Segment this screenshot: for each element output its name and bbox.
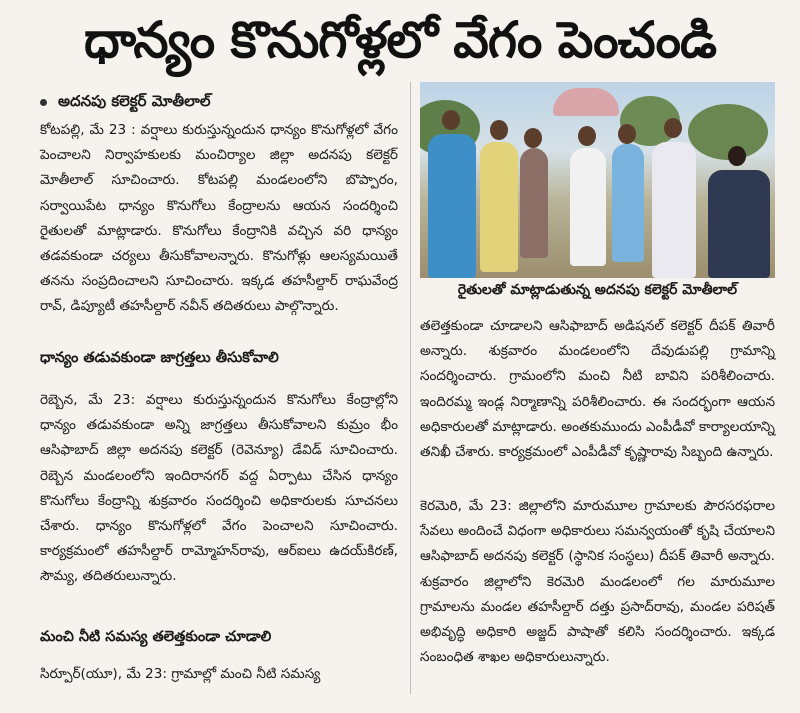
- news-photo: [420, 82, 775, 278]
- subhead-3: మంచి నీటి సమస్య తలెత్తకుండా చూడాలి: [40, 629, 272, 645]
- story-4: [420, 494, 775, 670]
- story-4-text: కెరమెరి, మే 23: జిల్లాలోని మారుమూల గ్రామాలకు పౌరసరఫరాల సేవలు అందించే విధంగా అధికారులు సమన్వయంతో కృషి చేయాలని ఆసిఫాబాద్ అదనపు కలెక్టర్ (స్థానిక సంస్థలు) దీపక్ తివారీ అన్నారు. శుక్రవారం జిల్లాలోని కెరమెరి మండలంలో గల మారుమూల గ్రామాలను మండల తహసీల్దార్ దత్తు ప్రసాద్‌రావు, మండల పరిషత్ అభివృద్ధి అధికారి అజ్జద్ పాషాతో కలిసి సందర్శించారు. ఇక్కడ సంబంధిత శాఖల అధికారులున్నారు.: [420, 498, 775, 666]
- story-3-start: [40, 662, 398, 687]
- subhead-2: ధాన్యం తడువకుండా జాగ్రత్తలు తీసుకోవాలి: [40, 350, 279, 366]
- story-2-text: రెబ్బెన, మే 23: వర్షాలు కురుస్తున్నందున కొనుగోలు కేంద్రాల్లోని ధాన్యం తడువకుండా అన్ని జాగ్రత్తలు తీసుకోవాలని కుమ్రం భీం ఆసిఫాబాద్ జిల్లా అదనపు కలెక్టర్ (రెవెన్యూ) డేవిడ్ సూచించారు. రెబ్బెన మండలంలోని ఇందిరానగర్ వద్ద ఏర్పాటు చేసిన ధాన్యం కొనుగోలు కేంద్రాన్ని శుక్రవారం సందర్శించి అధికారులకు సూచనలు చేశారు. ధాన్యం కొనుగోళ్లలో వేగం పెంచాలని సూచించారు. కార్యక్రమంలో తహసీల్దార్ రామ్మోహన్‌రావు, ఆర్‌ఐలు ఉదయ్‌కిరణ్, సౌమ్య, తదితరులున్నారు.: [40, 392, 398, 585]
- photo-caption: రైతులతో మాట్లాడుతున్న అదనపు కలెక్టర్ మోతీలాల్: [457, 282, 738, 298]
- column-divider: [410, 82, 411, 694]
- byline-text: అదనపు కలెక్టర్ మోతీలాల్: [58, 92, 211, 110]
- byline: [40, 92, 210, 114]
- story-1-text: కోటపల్లి, మే 23 : వర్షాలు కురుస్తున్నందున ధాన్యం కొనుగోళ్లలో వేగం పెంచాలని నిర్వాహకులకు మంచిర్యాల జిల్లా అదనపు కలెక్టర్ మోతీలాల్ సూచించారు. కోటపల్లి మండలంలోని బొప్పారం, సర్వాయిపేట ధాన్యం కొనుగోలు కేంద్రాలను ఆయన సందర్శించి రైతులతో మాట్లాడారు. కొనుగోలు కేంద్రానికి వచ్చిన వరి ధాన్యం తడవకుండా చర్యలు తీసుకోవాలన్నారు. కొనుగోళ్లు ఆలస్యమయితే తనను సంప్రదించాలని సూచించారు. ఇక్కడ తహసీల్దార్ రాఘవేంద్ర రావ్, డిప్యూటీ తహసీల్దార్ నవీన్ తదితరులు పాల్గొన్నారు.: [40, 122, 398, 315]
- headline: ధాన్యం కొనుగోళ్లలో వేగం పెంచండి: [83, 11, 717, 69]
- story-2: [40, 388, 398, 590]
- story-3-continued-text: తలెత్తకుండా చూడాలని ఆసిఫాబాద్ అడిషనల్ కలెక్టర్ దీపక్ తివారీ అన్నారు. శుక్రవారం మండలంలోని దేవుడుపల్లి గ్రామాన్ని సందర్శించారు. గ్రామంలోని మంచి నీటి బావిని పరిశీలించారు. ఇందిరమ్మ ఇండ్ల నిర్మాణాన్ని పరిశీలించారు. ఈ సందర్భంగా ఆయన అధికారులతో మాట్లాడారు. అంతకుముందు ఎంపీడీవో కార్యాలయాన్ని తనిఖీ చేశారు. కార్యక్రమంలో ఎంపీడీవో కృష్ణారావు సిబ్బంది ఉన్నారు.: [420, 318, 775, 461]
- story-3-continued: [420, 314, 775, 465]
- story-1: [40, 118, 398, 320]
- umbrella: [553, 88, 619, 116]
- story-3-start-text: సిర్పూర్(యూ), మే 23: గ్రామాల్లో మంచి నీటి సమస్య: [40, 666, 321, 682]
